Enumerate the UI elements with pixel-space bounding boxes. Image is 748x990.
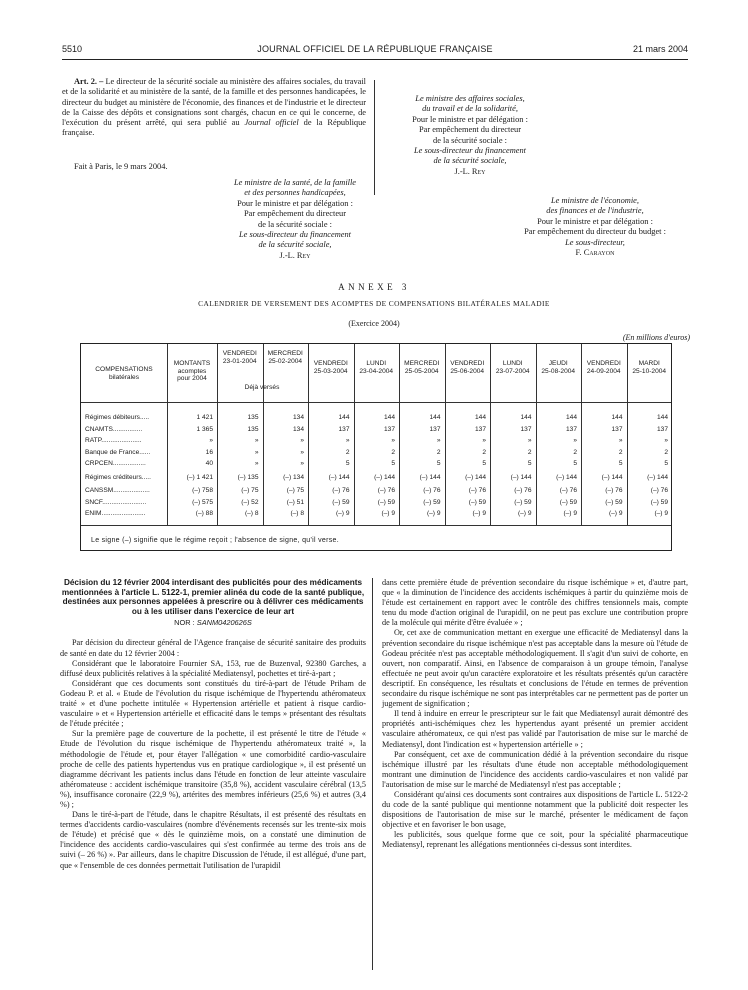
header-text: VENDREDI — [586, 360, 621, 367]
value-cell: (–) 76 — [468, 487, 486, 494]
nor-reference — [60, 618, 366, 628]
value-cell: 2 — [345, 449, 350, 456]
value-cell: (–) 144 — [601, 474, 623, 481]
header-text: 25-06-2004 — [450, 367, 485, 375]
value-cell: (–) 144 — [510, 474, 532, 481]
annexe-title: ANNEXE 3 — [338, 282, 410, 292]
sig-line: Par empêchement du directeur — [243, 209, 347, 219]
header-date — [263, 350, 309, 365]
sig-line: Le sous-directeur, — [565, 237, 625, 247]
value-cell: (–) 144 — [328, 474, 350, 481]
montant-cell: (–) 758 — [192, 487, 213, 494]
paragraph: Sur la première page de couverture de la pochette, il est présenté le titre de l'étude « Etude de l'évolution du risque ischémique de l'hypertendu athéromateux traité », la méthodologie de l'étude et, pour étayer l'allégation « une comorbidité cardio-vasculaire proche de celle des patients hypertendus vus en pratique cardiologique », il est présenté un diagramme décrivant les patients inclus dans l'étude en fonction de leur atteinte vasculaire athéromateuse : accident ischémique transitoire (35,8 %), accident vasculaire cérébral (13,5 %), insuffisance coronaire (22,9 %), artérites des membres inférieurs (25,6 %) et autres (3,4 %) ; — [60, 729, 366, 809]
sig-line: de la sécurité sociale : — [258, 219, 332, 229]
value-cell: (–) 144 — [556, 474, 577, 481]
value-cell: » — [618, 437, 623, 444]
decision-right-column — [382, 578, 688, 851]
header-text: 25-10-2004 — [632, 367, 667, 375]
montant-cell: (–) 1 421 — [186, 474, 213, 481]
paragraph: Or, cet axe de communication mettant en exergue une efficacité de Mediatensyl dans la prévention secondaire du risque ischémique n'est pas acceptable dans la mesure où l'étude de Godeau précitée n'est pas acceptable méthodologiquement. Il s'agit d'un suivi de cohorte, en ouvert, non comparatif. Ainsi, en l'absence de comparaison à un groupe témoin, l'analyse effectuée ne peut avoir qu'un caractère exploratoire et les résultats présentés qu'un caractère descriptif. En conséquence, les résultats et conclusions de l'étude en termes de prévention secondaire du risque ischémique ne sont pas interprétables car ne permettent pas de porter un jugement de signification ; — [382, 628, 688, 709]
header-compensations — [81, 366, 167, 381]
value-cell: (–) 9 — [472, 510, 486, 517]
row-label: Régimes débiteurs..... — [85, 414, 150, 421]
signature-right-bottom — [470, 196, 720, 258]
value-cell: » — [482, 437, 486, 444]
header-text: acomptes — [177, 367, 207, 375]
paragraph: dans cette première étude de prévention secondaire du risque ischémique » et, d'autre part, que « la diminution de l'incidence des accidents ischémiques à partir du quinzième mois de l'étude est certainement en rapport avec le contrôle des chiffres tensionnels mais, compte tenu du mode d'action original de l'urapidil, on ne peut pas exclure une contribution propre de la molécule qui mérite d'être évaluée » ; — [382, 578, 688, 628]
value-cell: (–) 9 — [654, 510, 668, 517]
value-cell: 2 — [527, 449, 532, 456]
row-label: RATP...................... — [85, 437, 142, 444]
column-divider — [372, 578, 373, 970]
value-cell: (–) 59 — [650, 499, 668, 506]
value-cell: 137 — [656, 426, 668, 433]
fait-a-paris: Fait à Paris, le 9 mars 2004. — [74, 162, 168, 171]
value-cell: 135 — [247, 426, 259, 433]
sig-line: et des personnes handicapées, — [244, 188, 346, 198]
header-date — [217, 350, 263, 365]
value-cell: (–) 76 — [377, 487, 395, 494]
header-text: COMPENSATIONS — [95, 366, 153, 373]
value-cell: » — [391, 437, 395, 444]
value-cell: 137 — [565, 426, 577, 433]
sig-line: de la sécurité sociale, — [258, 240, 332, 250]
paragraph: Dans le tiré-à-part de l'étude, dans le chapitre Résultats, il est présenté des résultats en termes d'accidents cardio-vasculaires (nombre d'événements recensés sur les trente-six mois de l'étude) et précisé que « dès le quinzième mois, on a constaté une diminution de l'incidence des accidents cardio-vasculaires qui s'est confirmée au terme des trois ans de suivi (– 26 %) ». Par ailleurs, dans le chapitre Discussion de l'étude, il est allégué, d'une part, que « l'ensemble de ces données permettait l'utilisation de l'urapidil — [60, 810, 366, 870]
decision-left-column — [60, 578, 366, 871]
header-text: 23-01-2004 — [222, 357, 257, 365]
value-cell: (–) 135 — [237, 474, 259, 481]
value-cell: (–) 59 — [332, 499, 350, 506]
value-cell: (–) 52 — [241, 499, 259, 506]
value-cell: (–) 75 — [241, 487, 259, 494]
value-cell: 137 — [611, 426, 623, 433]
value-cell: (–) 144 — [419, 474, 441, 481]
value-cell: 5 — [436, 460, 441, 467]
sig-line: Pour le ministre et par délégation : — [412, 114, 528, 124]
montant-cell: 16 — [205, 449, 213, 456]
value-cell: 137 — [429, 426, 441, 433]
paragraph: Considérant que ces documents sont constitués du tiré-à-part de l'étude Priham de Godeau P. et al. « Etude de l'évolution du risque ischémique de l'hypertendu athéromateux traité » et d'une pochette intitulée « Hypertension artérielle et patient à risque cardio-vasculaire » et « Hypertension artérielle et efficacité dans le temps » présentant des résultats de l'étude précitée ; — [60, 678, 366, 729]
paragraph: Considérant qu'ainsi ces documents sont contraires aux dispositions de l'article L. 5122-2 du code de la santé publique qui mentionne notamment que la publicité doit respecter les dispositions de l'autorisation de mise sur le marché, présenter le médicament de façon objective et en favoriser le bon usage, — [382, 789, 688, 830]
value-cell: 5 — [664, 460, 668, 467]
row-label: Régimes créditeurs..... — [85, 474, 151, 481]
note-rule — [81, 525, 671, 526]
paragraph: Par conséquent, cet axe de communication dédié à la prévention secondaire du risque ischémique illustré par les résultats d'une étude non acceptable méthodologiquement montrant une diminution de l'incidence des accidents cardio-vasculaires et non validé par l'autorisation de mise sur le marché de Mediatensyl n'est pas acceptable ; — [382, 749, 688, 789]
header-text: 23-07-2004 — [495, 367, 530, 375]
value-cell: (–) 8 — [244, 510, 259, 517]
value-cell: 144 — [565, 414, 577, 421]
value-cell: 144 — [383, 414, 395, 421]
value-cell: (–) 76 — [332, 487, 350, 494]
montant-cell: (–) 575 — [192, 499, 213, 506]
sig-line: Pour le ministre et par délégation : — [237, 198, 353, 208]
header-text: MONTANTS — [173, 360, 211, 367]
header-montants — [167, 360, 217, 383]
sig-line: Pour le ministre et par délégation : — [537, 216, 653, 226]
value-cell: 137 — [520, 426, 532, 433]
value-cell: 2 — [573, 449, 577, 456]
value-cell: 137 — [338, 426, 350, 433]
header-date — [490, 360, 536, 375]
sig-line: Le ministre des affaires sociales, — [415, 94, 525, 103]
row-label: SNCF........................ — [85, 499, 147, 506]
paragraph: les publicités, sous quelque forme que ce soit, pour la spécialité pharmaceutique Mediatensyl, reprenant les allégations mentionnées ci-dessus sont interdites. — [382, 830, 688, 850]
montant-cell: » — [209, 437, 213, 444]
value-cell: » — [345, 437, 350, 444]
header-rule — [62, 59, 688, 60]
signature-right-top — [365, 94, 575, 177]
header-date — [536, 360, 582, 375]
value-cell: 137 — [474, 426, 486, 433]
sig-line: de la sécurité sociale : — [433, 135, 507, 145]
row-label: CANSSM.................... — [85, 487, 150, 494]
paragraph: Par décision du directeur général de l'Agence française de sécurité sanitaire des produits de santé en date du 12 février 2004 : — [60, 638, 366, 658]
sig-line: Le ministre de la santé, de la famille — [233, 178, 357, 187]
value-cell: (–) 76 — [559, 487, 577, 494]
value-cell: (–) 9 — [381, 510, 395, 517]
journal-title: JOURNAL OFFICIEL DE LA RÉPUBLIQUE FRANÇAISE — [257, 44, 493, 54]
header-text: VENDREDI — [450, 360, 485, 367]
value-cell: 2 — [391, 449, 395, 456]
header-text: LUNDI — [502, 360, 523, 367]
header-text: pour 2004 — [177, 375, 207, 383]
header-text: VENDREDI — [222, 350, 257, 357]
decision-title: Décision du 12 février 2004 interdisant des publicités pour des médicaments mentionnées à l'article L. 5122-1, premier alinéa du code de la santé publique, destinées aux personnes appelées à prescrire ou à délivrer ces médicaments ou à les utiliser dans l'exercice de leur art — [61, 578, 365, 616]
sig-line: Par empêchement du directeur — [418, 125, 522, 135]
value-cell: » — [436, 437, 441, 444]
signatory-name: F. Carayon — [575, 248, 615, 258]
calendar-table — [80, 343, 672, 551]
value-cell: (–) 59 — [605, 499, 623, 506]
value-cell: 2 — [664, 449, 668, 456]
value-cell: 5 — [618, 460, 623, 467]
value-cell: 144 — [429, 414, 441, 421]
value-cell: (–) 76 — [605, 487, 623, 494]
header-text: 23-04-2004 — [359, 367, 394, 375]
signatory-name: J.-L. Rey — [279, 250, 311, 260]
value-cell: (–) 76 — [514, 487, 532, 494]
value-cell: (–) 134 — [283, 474, 304, 481]
value-cell: 5 — [527, 460, 532, 467]
signatory-name: J.-L. Rey — [454, 166, 486, 176]
row-label: Banque de France...... — [85, 449, 151, 456]
value-cell: » — [254, 460, 259, 467]
header-text: MERCREDI — [404, 360, 440, 367]
value-cell: (–) 144 — [647, 474, 668, 481]
header-deja-verses: Déjà versés — [244, 384, 280, 391]
nor-label: NOR : — [174, 618, 195, 628]
header-date — [445, 360, 491, 375]
sig-line: Le ministre de l'économie, — [550, 196, 639, 205]
annexe-subtitle: CALENDRIER DE VERSEMENT DES ACOMPTES DE COMPENSATIONS BILATÉRALES MALADIE — [198, 299, 550, 308]
value-cell: (–) 76 — [423, 487, 441, 494]
header-date — [308, 360, 354, 375]
value-cell: (–) 59 — [514, 499, 532, 506]
sig-line: du travail et de la solidarité, — [422, 104, 518, 114]
header-date — [581, 360, 627, 375]
signature-left — [180, 178, 410, 261]
value-cell: (–) 75 — [286, 487, 304, 494]
value-cell: (–) 9 — [335, 510, 350, 517]
header-text: bilatérales — [108, 373, 140, 381]
sig-line: de la sécurité sociale, — [433, 156, 507, 166]
header-rule — [81, 402, 671, 403]
value-cell: » — [664, 437, 668, 444]
header-text: 25-03-2004 — [313, 367, 348, 375]
sig-line: des finances et de l'industrie, — [546, 206, 644, 216]
sig-line: Le sous-directeur du financement — [413, 146, 527, 156]
header-text: VENDREDI — [313, 360, 348, 367]
value-cell: (–) 8 — [290, 510, 304, 517]
page-header — [62, 44, 688, 58]
header-date — [399, 360, 445, 375]
column-rule — [167, 344, 168, 526]
value-cell: (–) 51 — [286, 499, 304, 506]
article-text-end: de la République française. — [62, 118, 367, 138]
value-cell: 2 — [482, 449, 486, 456]
exercice-label: (Exercice 2004) — [348, 319, 400, 328]
table-note: Le signe (–) signifie que le régime reçoit ; l'absence de signe, qu'il verse. — [91, 537, 339, 544]
unit-label: (En millions d'euros) — [622, 333, 690, 342]
montant-cell: 40 — [205, 460, 213, 467]
header-text: 25-08-2004 — [541, 367, 576, 375]
value-cell: 134 — [292, 414, 304, 421]
value-cell: » — [527, 437, 532, 444]
value-cell: » — [254, 449, 259, 456]
value-cell: (–) 9 — [563, 510, 577, 517]
page-number: 5510 — [62, 44, 83, 54]
sig-line: Par empêchement du directeur du budget : — [524, 227, 666, 237]
header-text: LUNDI — [366, 360, 387, 367]
row-label: CRPCEN.................. — [85, 460, 146, 467]
value-cell: (–) 59 — [468, 499, 486, 506]
value-cell: 5 — [391, 460, 395, 467]
header-date — [354, 360, 400, 375]
value-cell: (–) 76 — [650, 487, 668, 494]
value-cell: (–) 144 — [374, 474, 395, 481]
value-cell: (–) 144 — [465, 474, 486, 481]
value-cell: 144 — [656, 414, 668, 421]
value-cell: 2 — [618, 449, 623, 456]
value-cell: 144 — [338, 414, 350, 421]
issue-date: 21 mars 2004 — [632, 44, 688, 54]
value-cell: 134 — [292, 426, 304, 433]
row-label: ENIM........................ — [85, 510, 146, 517]
montant-cell: 1 421 — [196, 414, 213, 421]
column-rule — [263, 344, 264, 526]
value-cell: 2 — [436, 449, 441, 456]
article-2 — [62, 77, 366, 139]
value-cell: 144 — [520, 414, 532, 421]
value-cell: » — [300, 437, 304, 444]
value-cell: 135 — [247, 414, 259, 421]
value-cell: » — [300, 449, 304, 456]
montant-cell: (–) 88 — [195, 510, 213, 517]
paragraph: Considérant que le laboratoire Fournier SA, 153, rue de Buzenval, 92380 Garches, a diffusé deux publicités relatives à la spécialité Mediatensyl, pochettes et tiré-à-part ; — [60, 658, 366, 678]
header-text: MARDI — [638, 360, 660, 367]
value-cell: » — [573, 437, 577, 444]
header-text: 25-02-2004 — [268, 357, 303, 365]
header-text: MERCREDI — [267, 350, 303, 357]
row-label: CNAMTS................ — [85, 426, 143, 433]
value-cell: 144 — [611, 414, 623, 421]
paragraph: Il tend à induire en erreur le prescripteur sur le fait que Mediatensyl aurait démontré des propriétés anti-ischémiques chez les hypertendus ayant présenté un premier accident vasculaire athéromateux, ce qui n'est pas validé par l'autorisation de mise sur le marché de Mediatensyl, dont l'indication est « hypertension artérielle » ; — [382, 709, 688, 749]
nor-code: SANM0420626S — [196, 618, 252, 628]
value-cell: » — [254, 437, 259, 444]
header-date — [627, 360, 673, 375]
value-cell: 5 — [482, 460, 486, 467]
montant-cell: 1 365 — [196, 426, 213, 433]
value-cell: 137 — [383, 426, 395, 433]
article-text: Le directeur de la sécurité sociale au ministère des affaires sociales, du travail et de la solidarité et au ministère de la santé, de la famille et des personnes handicapées, le directeur du budget au ministère de l'économie, des finances et de l'industrie et le directeur de la Caisse des dépôts et consignations sont chargés, chacun en ce qui le concerne, de l'exécution du présent arrêté, qui sera publié au — [62, 77, 367, 128]
value-cell: 144 — [474, 414, 486, 421]
value-cell: (–) 59 — [559, 499, 577, 506]
article-label: Art. 2. – — [74, 77, 104, 86]
value-cell: » — [300, 460, 304, 467]
value-cell: 5 — [573, 460, 577, 467]
header-text: 24-09-2004 — [586, 367, 621, 375]
value-cell: (–) 9 — [426, 510, 441, 517]
column-rule — [217, 344, 218, 526]
journal-ref: Journal officiel — [244, 118, 299, 128]
value-cell: 5 — [345, 460, 350, 467]
value-cell: (–) 59 — [377, 499, 395, 506]
value-cell: (–) 9 — [608, 510, 623, 517]
value-cell: (–) 59 — [423, 499, 441, 506]
header-text: 25-05-2004 — [404, 367, 439, 375]
value-cell: (–) 9 — [517, 510, 532, 517]
header-text: JEUDI — [548, 360, 568, 367]
sig-line: Le sous-directeur du financement — [238, 230, 352, 240]
